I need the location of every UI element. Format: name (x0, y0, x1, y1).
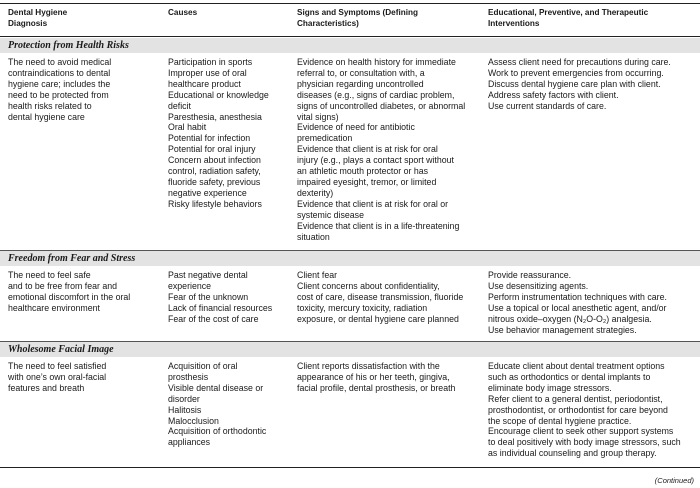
header-interventions: Educational, Preventive, and Therapeutic Interventions (488, 8, 649, 28)
interventions-cell: Provide reassurance. Use desensitizing agents. Perform instrumentation techniques with care. Use a topical or local anesthetic agent, and/or nitrous oxide–oxygen (N₂O-O₂) analgesia. Use behavior management strategies. (488, 270, 667, 335)
header-signs: Signs and Symptoms (Defining Characteristics) (297, 8, 419, 28)
causes-cell: Past negative dental experience Fear of the unknown Lack of financial resources Fear of the cost of care (168, 270, 273, 324)
interventions-cell: Assess client need for precautions during care. Work to prevent emergencies from occurring. Discuss dental hygiene care plan with client. Address safety factors with client. Use current standards of care. (488, 57, 671, 111)
header-rule (0, 36, 700, 37)
interventions-cell: Educate client about dental treatment options such as orthodontics or dental implants to eliminate body image stressors. Refer client to a general dentist, periodontist, prosthodontist, or orthodontist for care beyond the scope of dental hygiene practice. Encourage client to seek other support systems to deal positively with body image stressors, such as individual counseling and group therapy. (488, 361, 681, 459)
causes-cell: Participation in sports Improper use of oral healthcare product Educational or knowledge deficit Paresthesia, anesthesia Oral habit Potential for infection Potential for oral injury Concern about infection control, radiation safety, fluoride safety, previous negative experience Risky lifestyle behaviors (168, 57, 269, 209)
section-band-facial-image (0, 342, 700, 357)
section-title: Freedom from Fear and Stress (8, 253, 136, 264)
section-title: Wholesome Facial Image (8, 344, 114, 355)
continued-label: (Continued) (654, 476, 694, 485)
signs-cell: Evidence on health history for immediate referral to, or consultation with, a physician regarding uncontrolled diseases (e.g., signs of cardiac problem, signs of uncontrolled diabetes, or abnormal vital signs) Evidence of need for antibiotic premedication Evidence that client is at risk for oral injury (e.g., plays a contact sport without an athletic mouth protector or has impaired eyesight, tremor, or limited dexterity) Evidence that client is at risk for oral or systemic disease Evidence that client is in a life-threatening situation (297, 57, 466, 242)
section-band-fear (0, 251, 700, 266)
section-band-protection (0, 38, 700, 53)
section-title: Protection from Health Risks (8, 40, 129, 51)
header-causes: Causes (168, 8, 198, 17)
top-rule (0, 3, 700, 4)
signs-cell: Client reports dissatisfaction with the appearance of his or her teeth, gingiva, facial profile, dental prosthesis, or breath (297, 361, 456, 393)
causes-cell: Acquisition of oral prosthesis Visible dental disease or disorder Halitosis Malocclusion Acquisition of orthodontic appliances (168, 361, 267, 448)
signs-cell: Client fear Client concerns about confidentiality, cost of care, disease transmission, fluoride toxicity, mercury toxicity, radiation exposure, or dental hygiene care planned (297, 270, 464, 324)
header-diagnosis: Dental Hygiene Diagnosis (8, 8, 68, 28)
diagnosis-cell: The need to feel safe and to be free from fear and emotional discomfort in the oral healthcare environment (8, 270, 131, 313)
bottom-rule (0, 467, 700, 468)
diagnosis-cell: The need to feel satisfied with one’s own oral-facial features and breath (8, 361, 107, 393)
diagnosis-cell: The need to avoid medical contraindications to dental hygiene care; includes the need to be protected from health risks related to dental hygiene care (8, 57, 112, 122)
